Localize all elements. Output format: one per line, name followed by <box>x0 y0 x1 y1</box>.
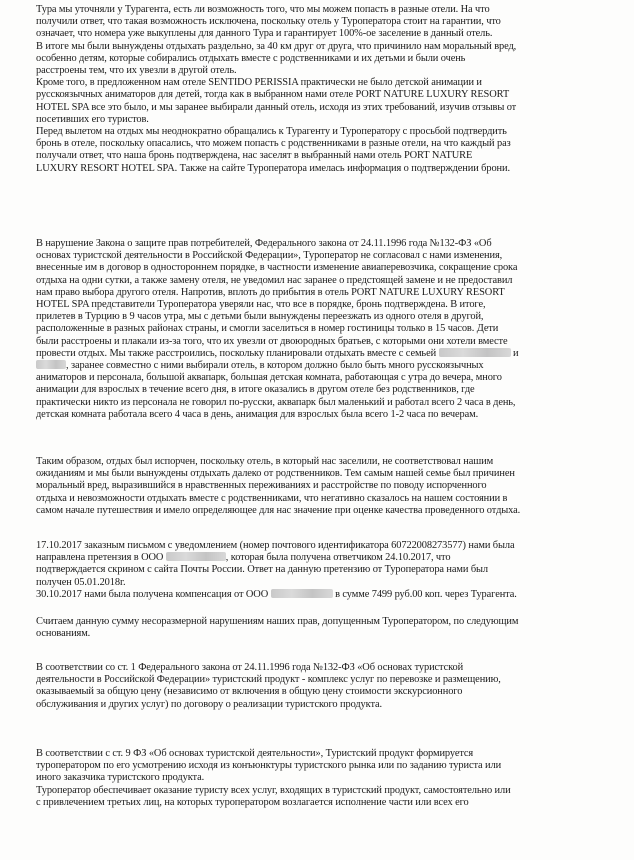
text-line: означает, что номера уже выкуплены для данного Тура и гарантирует 100%-ое заселение в данный отель. <box>36 28 493 40</box>
text-line: отдыха и невозможности отдыхать вместе с родственниками, что негативно сказалось на нашем состоянии в <box>36 492 508 504</box>
text-line: аниматоров и персонала, большой аквапарк, большая детская комната, работающая с утра до вечера, много <box>36 372 502 384</box>
redacted-company <box>271 589 333 598</box>
paragraph-claim-compensation <box>36 540 602 601</box>
text-line <box>36 589 602 601</box>
paragraph-law-article-1 <box>36 662 602 711</box>
text-line: русскоязычных аниматоров для детей, тогда как в выбранном нами отеле PORT NATURE LUXURY RESORT <box>36 89 510 101</box>
text-line: Кроме того, в предложенном нам отеле SENTIDO PERISSIA практически не было детской анимации и <box>36 77 482 89</box>
text-line: моральный вред, выразившийся в нравственных переживаниях и расстройстве по поводу испорченного <box>36 480 487 492</box>
text-line: Перед вылетом на отдых мы неоднократно обращались к Турагенту и Туроператору с просьбой подтвердить <box>36 126 507 138</box>
text-line <box>36 360 602 372</box>
text-line: 17.10.2017 заказным письмом с уведомлением (номер почтового идентификатора 60722008273577) нами была <box>36 540 515 551</box>
text-fragment: в сумме 7499 руб.00 коп. через Турагента. <box>335 588 517 600</box>
text-line: HOTEL SPA представители Туроператора уверяли нас, что все в порядке, бронь подтверждена. В итоге, <box>36 299 486 311</box>
text-line: обслуживания и других услуг) по договору о реализации туристского продукта. <box>36 698 383 710</box>
text-fragment: направлена претензия в ООО <box>36 552 164 564</box>
paragraph-disproportionate <box>36 616 602 640</box>
text-line: внесенные им в договор в одностороннем порядке, в частности изменение авиаперевозчика, сокращение срока <box>36 262 518 274</box>
text-line: В соответствии с ст. 9 ФЗ «Об основах туристской деятельности», Туристский продукт формируется <box>36 748 474 759</box>
text-line: В нарушение Закона о защите прав потребителей, Федерального закона от 24.11.1996 года №132-ФЗ «Об <box>36 238 492 249</box>
text-line: HOTEL SPA все это было, и мы заранее выбирали данный отель, исходя из этих требований, изучив отзывы от <box>36 101 517 113</box>
text-line: туроператором по его усмотрению исходя из конъюнктуры туристского рынка или по заданию туриста или <box>36 760 502 772</box>
text-fragment: , которая была получена ответчиком 24.10.2017, что <box>225 552 451 564</box>
text-line: В итоге мы были вынуждены отдыхать раздельно, за 40 км друг от друга, что причинило нам моральный вред, <box>36 40 517 52</box>
text-line: детская комната работала всего 4 часа в день, анимация для взрослых была всего 1-2 часа по вечерам. <box>36 408 479 420</box>
text-line: ожиданиям и мы были вынуждены отдыхать далеко от родственников. Тем самым нашей семье был причинен <box>36 468 515 480</box>
text-line: прилетев в Турцию в 9 часов утра, мы с детьми были вынуждены переезжать из одного отеля в другой, <box>36 311 484 323</box>
text-line: Считаем данную сумму несоразмерной нарушениям наших прав, допущенным Туроператором, по следующим <box>36 616 519 627</box>
text-line <box>36 552 602 564</box>
text-line: особенно детям, которые собирались отдыхать вместе с родственниками и их детьми и были очень <box>36 52 466 64</box>
text-line: иного заказчика туристского продукта. <box>36 772 205 784</box>
text-line: подтверждается скрином с сайта Почты России. Ответ на данную претензию от Туроператора нами был <box>36 564 488 576</box>
text-line: с привлечением третьих лиц, на которых туроператором возлагается исполнение части или всех его <box>36 796 469 808</box>
redacted-name <box>36 360 66 369</box>
text-line: Туроператор обеспечивает оказание туристу всех услуг, входящих в туристский продукт, самостоятельно или <box>36 784 511 796</box>
text-line: бронь в отеле, поскольку опасались, что можем попасть с родственниками в разные отели, на что каждый раз <box>36 138 511 150</box>
redacted-company <box>166 552 226 561</box>
text-fragment: провести отдых. Мы также расстроились, поскольку планировали отдыхать вместе с семьей <box>36 347 437 359</box>
text-line: анимации для взрослых в течение всего дня, в итоге оказались в другом отеле без родственников, где <box>36 384 475 396</box>
text-line: расположенные в разных районах страны, и смогли заселиться в номер гостиницы только в 15 часов. Дети <box>36 323 499 335</box>
text-line: самом начале путешествия и имело определяющее для нас значение при оценке качества проведенного отдыха. <box>36 504 521 516</box>
text-line: В соответствии со ст. 1 Федерального закона от 24.11.1996 года №132-ФЗ «Об основах туристской <box>36 662 464 673</box>
text-line: получен 05.01.2018г. <box>36 576 126 588</box>
text-line: Таким образом, отдых был испорчен, поскольку отель, в который нас заселили, не соответствовал нашим <box>36 456 494 467</box>
text-fragment: и <box>513 347 519 359</box>
paragraph-hotel-guarantee <box>36 4 602 175</box>
text-line: были расстроены и плакали из-за того, что их увезли от двоюродных братьев, с которыми они хотели вместе <box>36 335 508 347</box>
text-line: получали ответ, что наша бронь подтверждена, нас заселят в выбранный нами отель PORT NATURE <box>36 150 473 162</box>
text-line: посетивших его туристов. <box>36 113 149 125</box>
text-line <box>36 348 602 360</box>
paragraph-moral-harm <box>36 456 602 517</box>
redacted-name <box>439 348 511 357</box>
text-line: основаниям. <box>36 628 91 640</box>
text-line: Тура мы уточняли у Турагента, есть ли возможность того, что мы можем попасть в разные отели. На что <box>36 4 490 15</box>
text-line: оказываемый за общую цену (независимо от включения в общую цену стоимости экскурсионного <box>36 686 463 698</box>
text-line: получили ответ, что такая возможность исключена, поскольку отель у Туроператора стоит на гарантии, что <box>36 16 501 28</box>
text-line: практически никто из персонала не говорил по-русски, аквапарк был маленький и работал всего 2 часа в день, <box>36 396 516 408</box>
text-line: нам право выбора другого отеля. Напротив, вплоть до прибытия в отель PORT NATURE LUXURY RESORT <box>36 286 505 298</box>
paragraph-law-violation <box>36 238 602 421</box>
text-fragment: 30.10.2017 нами была получена компенсация от ООО <box>36 588 269 600</box>
text-line: деятельности в Российской Федерации» туристский продукт - комплекс услуг по перевозке и размещению, <box>36 674 501 686</box>
paragraph-law-article-9 <box>36 748 602 809</box>
text-fragment: , заранее совместно с ними выбирали отель, в котором должно было быть много русскоязычных <box>66 360 484 372</box>
text-line: основах туристской деятельности в Российской Федерации», Туроператор не согласовал с нами изменения, <box>36 250 503 262</box>
text-line: LUXURY RESORT HOTEL SPA. Также на сайте Туроператора имелась информация о подтверждении брони. <box>36 162 510 174</box>
text-line: расстроены тем, что их увезли в другой отель. <box>36 65 237 77</box>
text-line: отдыха на одни сутки, а также замену отеля, не уведомил нас заранее о предстоящей замене и не предоставил <box>36 274 513 286</box>
